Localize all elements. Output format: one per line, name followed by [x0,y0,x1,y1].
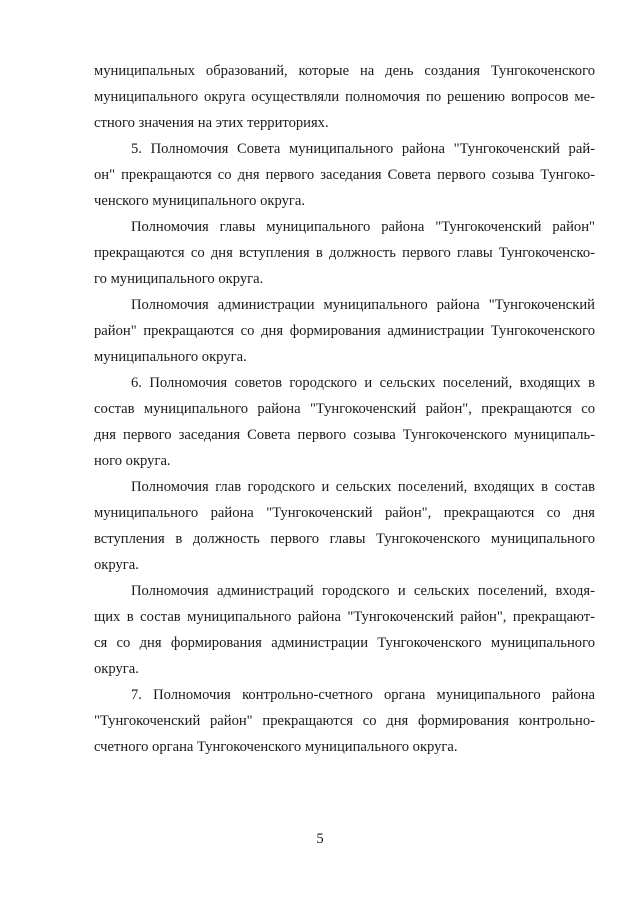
text-line: Полномочия главы муниципального района "Тунгокоченский район" [131,219,595,235]
text-line: 7. Полномочия контрольно-счетного органа муниципального района [131,687,595,703]
text-line: дня первого заседания Совета первого созыва Тунгокоченского муниципаль- [94,427,595,443]
text-line: округа. [94,557,139,573]
text-line: он" прекращаются со дня первого заседания Совета первого созыва Тунгоко- [94,167,595,183]
text-line: счетного органа Тунгокоченского муниципального округа. [94,739,458,755]
text-line: 5. Полномочия Совета муниципального района "Тунгокоченский рай- [131,141,595,157]
text-line: "Тунгокоченский район" прекращаются со дня формирования контрольно- [94,713,595,729]
text-line: округа. [94,661,139,677]
text-line: 6. Полномочия советов городского и сельских поселений, входящих в [131,375,595,391]
text-line: Полномочия администрации муниципального района "Тунгокоченский [131,297,595,313]
text-line: вступления в должность первого главы Тунгокоченского муниципального [94,531,595,547]
text-line: Полномочия глав городского и сельских поселений, входящих в состав [131,479,595,495]
text-line: Полномочия администраций городского и сельских поселений, входя- [131,583,595,599]
text-line: ся со дня формирования администрации Тунгокоченского муниципального [94,635,595,651]
text-line: муниципального округа осуществляли полномочия по решению вопросов ме- [94,89,595,105]
text-line: муниципальных образований, которые на день создания Тунгокоченского [94,63,595,79]
text-line: ного округа. [94,453,171,469]
text-line: стного значения на этих территориях. [94,115,329,131]
text-line: щих в состав муниципального района "Тунгокоченский район", прекращают- [94,609,595,625]
text-line: район" прекращаются со дня формирования администрации Тунгокоченского [94,323,595,339]
text-line: муниципального округа. [94,349,247,365]
text-line: муниципального района "Тунгокоченский район", прекращаются со дня [94,505,595,521]
text-line: ченского муниципального округа. [94,193,306,209]
text-line: прекращаются со дня вступления в должность первого главы Тунгокоченско- [94,245,595,261]
text-line: состав муниципального района "Тунгокоченский район", прекращаются со [94,401,595,417]
text-line: го муниципального округа. [94,271,264,287]
page-number: 5 [316,831,324,847]
